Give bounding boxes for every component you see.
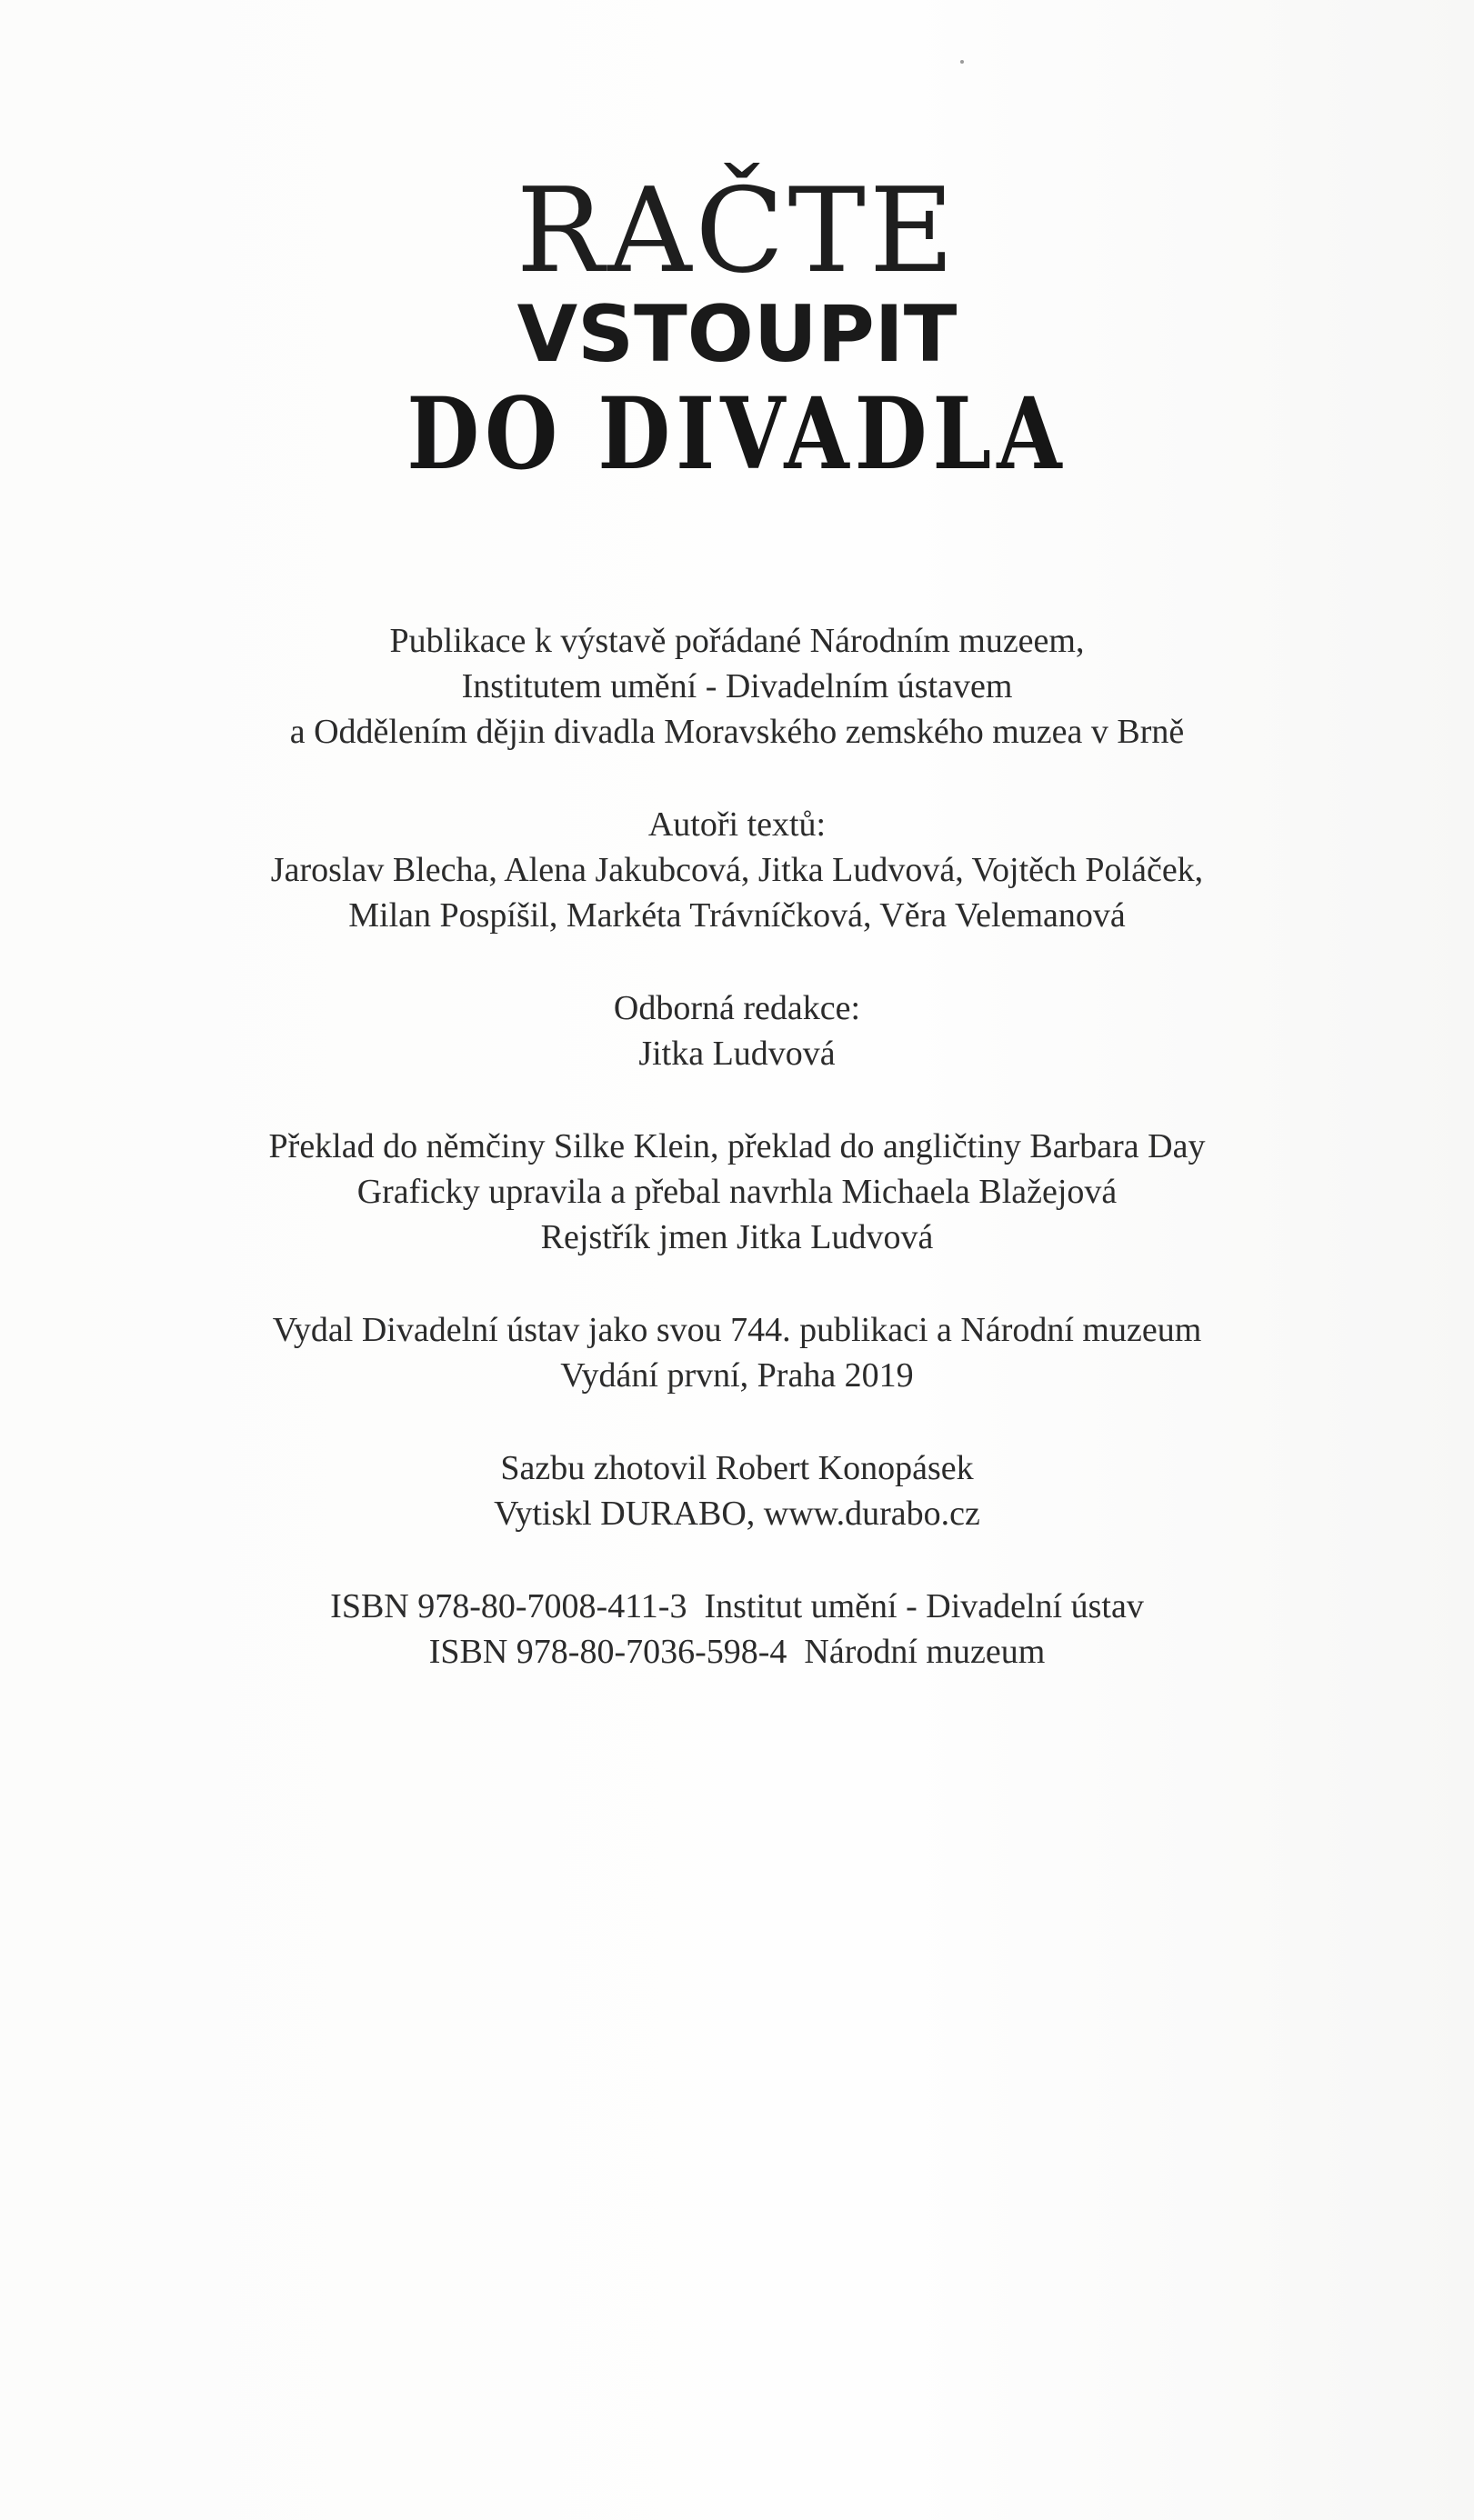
credits-line: Graficky upravila a přebal navrhla Michaela Blažejová xyxy=(356,1173,1118,1211)
publication-line: a Oddělením dějin divadla Moravského zemského muzea v Brně xyxy=(289,713,1185,751)
edition-section xyxy=(0,1307,1474,1398)
authors-heading: Autoři textů: xyxy=(647,805,827,844)
isbn-section xyxy=(0,1584,1474,1675)
credits-line: Rejstřík jmen Jitka Ludvová xyxy=(540,1218,934,1256)
isbn-line: ISBN 978-80-7036-598-4 Národní muzeum xyxy=(428,1633,1046,1671)
authors-section xyxy=(0,802,1474,938)
production-section xyxy=(0,1445,1474,1536)
title-line-3: DO DIVADLA xyxy=(406,375,1068,492)
editor-heading: Odborná redakce: xyxy=(613,989,861,1027)
edition-line: Vydal Divadelní ústav jako svou 744. publikaci a Národní muzeum xyxy=(272,1311,1202,1349)
book-title xyxy=(0,164,1474,492)
credits-line: Překlad do němčiny Silke Klein, překlad do angličtiny Barbara Day xyxy=(268,1127,1206,1165)
edition-line: Vydání první, Praha 2019 xyxy=(560,1356,914,1395)
editor-name: Jitka Ludvová xyxy=(638,1035,836,1073)
colophon xyxy=(0,618,1474,1722)
print-speck xyxy=(960,60,964,64)
isbn-line: ISBN 978-80-7008-411-3 Institut umění - Divadelní ústav xyxy=(330,1587,1144,1625)
credits-section xyxy=(0,1124,1474,1260)
editor-section xyxy=(0,985,1474,1076)
authors-line: Milan Pospíšil, Markéta Trávníčková, Věra Velemanová xyxy=(348,896,1126,935)
title-line-2: VSTOUPIT xyxy=(516,289,958,380)
authors-line: Jaroslav Blecha, Alena Jakubcová, Jitka Ludvová, Vojtěch Poláček, xyxy=(270,851,1204,889)
publication-note xyxy=(0,618,1474,755)
production-line: Sazbu zhotovil Robert Konopásek xyxy=(500,1449,974,1487)
publication-line: Institutem umění - Divadelním ústavem xyxy=(461,667,1013,705)
publication-line: Publikace k výstavě pořádané Národním muzeem, xyxy=(389,622,1085,660)
production-line: Vytiskl DURABO, www.durabo.cz xyxy=(494,1495,980,1533)
title-line-1: RAČTE xyxy=(516,164,958,299)
